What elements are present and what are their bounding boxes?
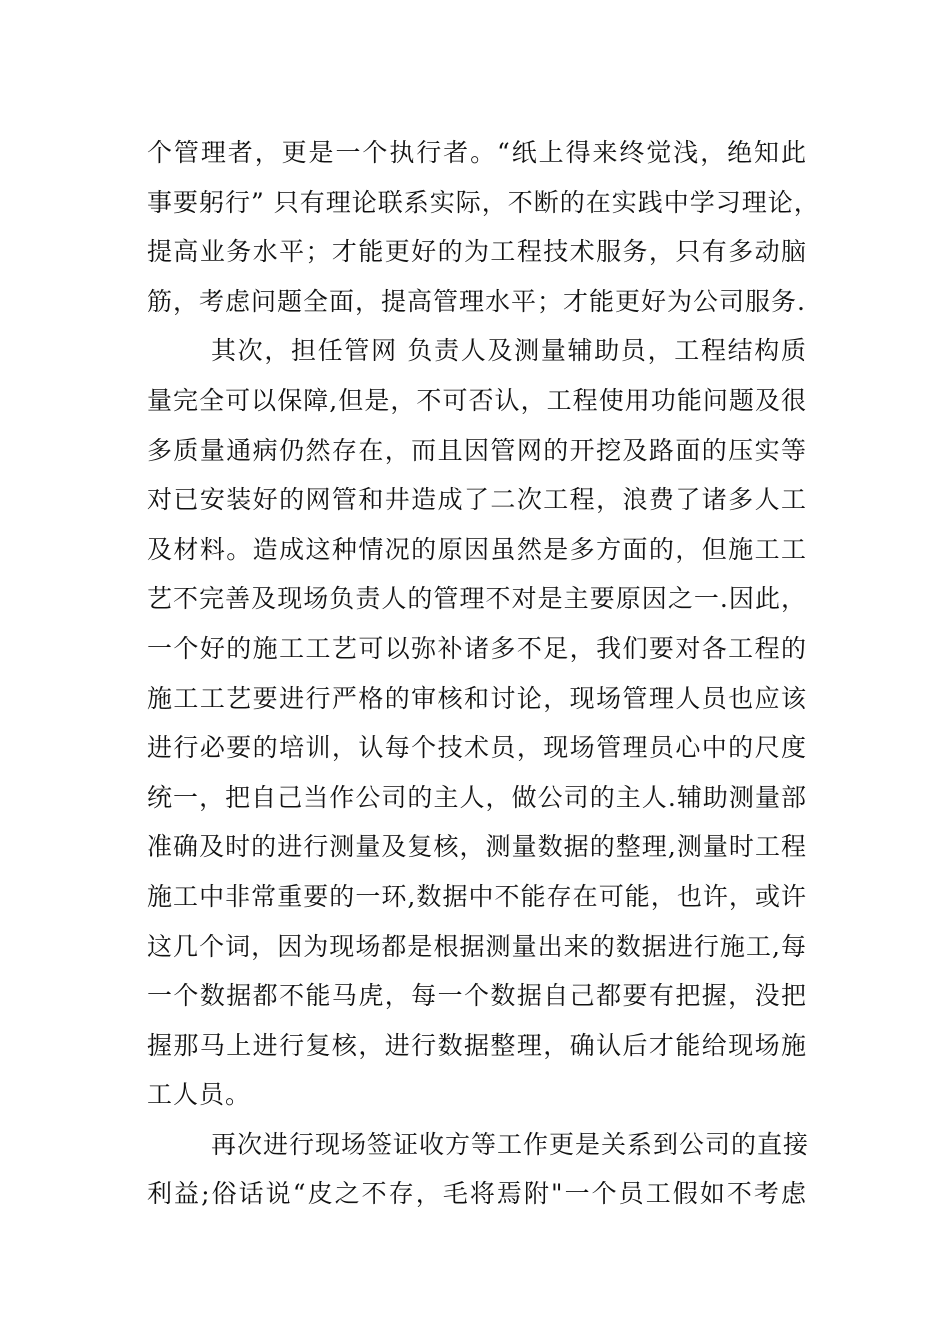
- text-line: 施工工艺要进行严格的审核和讨论，现场管理人员也应该: [147, 683, 807, 713]
- text-line: 对已安装好的网管和井造成了二次工程，浪费了诸多人工: [147, 485, 807, 515]
- paragraph-start-line: 再次进行现场签证收方等工作更是关系到公司的直接: [211, 1129, 810, 1159]
- text-line: 一个好的施工工艺可以弥补诸多不足，我们要对各工程的: [147, 633, 807, 663]
- text-line: 利益;俗话说“皮之不存，毛将焉附"一个员工假如不考虑: [147, 1179, 807, 1209]
- text-line: 及材料。造成这种情况的原因虽然是多方面的，但施工工: [147, 534, 807, 564]
- text-line: 进行必要的培训，认每个技术员，现场管理员心中的尺度: [147, 733, 807, 763]
- document-body-text: [147, 128, 820, 1219]
- text-line: 多质量通病仍然存在，而且因管网的开挖及路面的压实等: [147, 435, 807, 465]
- text-line: 提高业务水平；才能更好的为工程技术服务，只有多动脑: [147, 237, 807, 267]
- text-line: 施工中非常重要的一环,数据中不能存在可能，也许，或许: [147, 881, 807, 911]
- text-line: 握那马上进行复核，进行数据整理，确认后才能给现场施: [147, 1030, 807, 1060]
- text-line: 事要躬行” 只有理论联系实际，不断的在实践中学习理论，: [147, 187, 820, 217]
- paragraph-start-line: 其次，担任管网 负责人及测量辅助员，工程结构质: [211, 336, 807, 366]
- text-line: 个管理者，更是一个执行者。“纸上得来终觉浅，绝知此: [147, 138, 807, 167]
- text-line: 这几个词，因为现场都是根据测量出来的数据进行施工,每: [147, 931, 807, 961]
- text-line: 量完全可以保障,但是，不可否认，工程使用功能问题及很: [147, 385, 807, 415]
- text-line: 统一，把自己当作公司的主人，做公司的主人.辅助测量部: [147, 782, 807, 812]
- text-line: 工人员。: [147, 1080, 252, 1110]
- text-line: 准确及时的进行测量及复核，测量数据的整理,测量时工程: [147, 832, 807, 862]
- text-line: 筋，考虑问题全面，提高管理水平；才能更好为公司服务.: [147, 286, 806, 316]
- text-line: 艺不完善及现场负责人的管理不对是主要原因之一.因此，: [147, 584, 807, 614]
- text-line: 一个数据都不能马虎，每一个数据自己都要有把握，没把: [147, 981, 807, 1011]
